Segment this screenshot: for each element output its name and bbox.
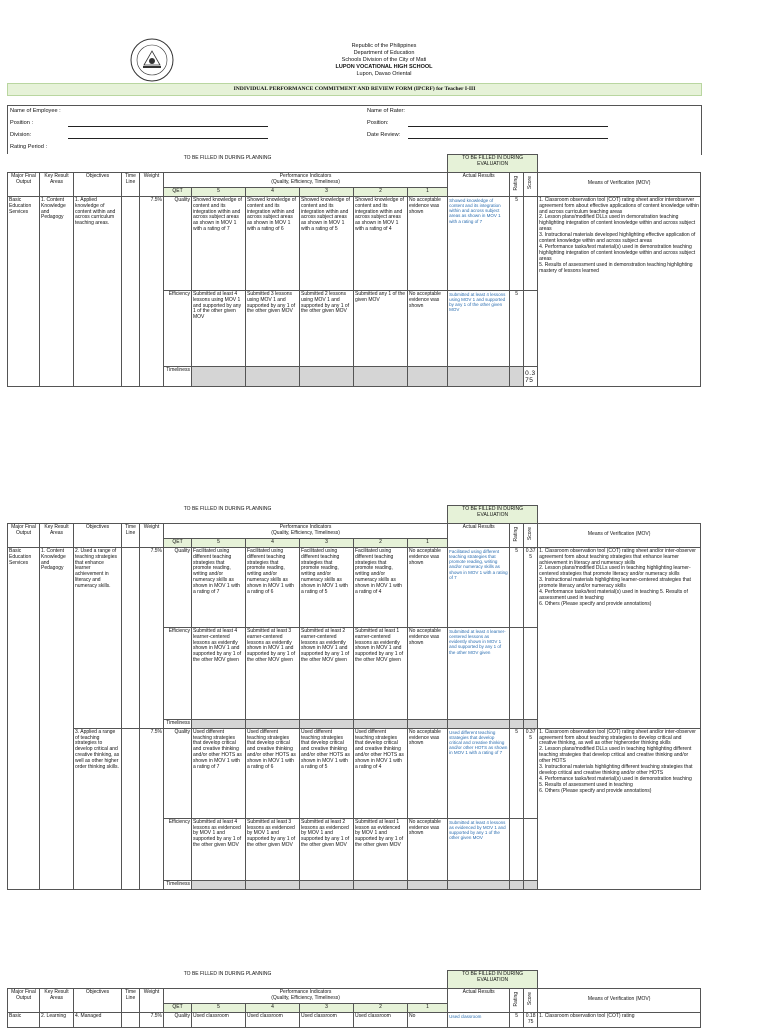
objectives-header: Objectives: [74, 989, 122, 1013]
efficiency-score: [524, 290, 538, 366]
total-score: 0.375: [524, 366, 538, 386]
efficiency-1: No acceptable evidence was shown: [408, 290, 448, 366]
quality-rating[interactable]: 5: [510, 547, 524, 627]
rater-position-label: Position:: [367, 120, 389, 126]
objective-4-cell: 4. Managed: [74, 1012, 122, 1027]
planning-header: TO BE FILLED IN DURING PLANNING: [8, 155, 448, 173]
objectives-header: Objectives: [74, 173, 122, 197]
pi-header: Performance Indicators (Quality, Efficiency, Timeliness): [164, 524, 448, 539]
planning-header: TO BE FILLED IN DURING PLANNING: [8, 971, 448, 989]
weight-cell: 7.5%: [140, 196, 164, 386]
planning-header: TO BE FILLED IN DURING PLANNING: [8, 506, 448, 524]
quality-4: Used classroom: [246, 1012, 300, 1027]
scale-1: 1: [408, 538, 448, 547]
scale-3: 3: [300, 187, 354, 196]
weight-header: Weight: [140, 524, 164, 548]
quality-label: Quality: [164, 547, 192, 627]
quality-label: Quality: [164, 196, 192, 290]
efficiency-actual-result[interactable]: Submitted at least 4 learner-centered lessons as evidently shown in MOV 1 and supported by any 1 of the other MOV given: [448, 627, 510, 719]
pi-header: Performance Indicators (Quality, Efficiency, Timeliness): [164, 989, 448, 1004]
weight-header: Weight: [140, 989, 164, 1013]
rater-name-label: Name of Rater:: [367, 108, 405, 114]
efficiency-2: Submitted at least 1 earner-centered lessons as evidently shown in MOV 1 and supported by any 1 of the other MOV given: [354, 627, 408, 719]
efficiency-1: No acceptable evidence was shown: [408, 627, 448, 719]
division-label: Division:: [10, 132, 32, 138]
quality-score: 0.1875: [524, 1012, 538, 1027]
efficiency-3: Submitted 2 lessons using MOV 1 and supported by any 1 of the other given MOV: [300, 290, 354, 366]
scale-4: 4: [246, 1003, 300, 1012]
efficiency-4: Submitted at least 3 lessons as evidenced by MOV 1 and supported by any 1 of the other given MOV: [246, 818, 300, 880]
mov-cell: 1. Classroom observation tool (COT) rating: [538, 1012, 701, 1027]
employee-name-label: Name of Employee :: [10, 108, 61, 114]
evaluation-header: TO BE FILLED IN DURING EVALUATION: [448, 155, 538, 173]
ipcrf-table-page1: [7, 154, 701, 387]
quality-rating[interactable]: 5: [510, 1012, 524, 1027]
mov-header: Means of Verification (MOV): [538, 989, 701, 1013]
quality-5: Facilitated using different teaching strategies that promote reading, writing and/or numeracy skills as shown in MOV 1 with a rating of 7: [192, 547, 246, 627]
mfo-header: Major Final Output: [8, 524, 40, 548]
quality-1: No acceptable evidence was shown: [408, 547, 448, 627]
quality-score: 0.375: [524, 547, 538, 627]
weight-cell: 7.5%: [140, 728, 164, 889]
efficiency-label: Efficiency: [164, 818, 192, 880]
position-field[interactable]: [68, 126, 268, 127]
quality-2: Showed knowledge of content and its integration within and across subject areas as shown in MOV 1 with a rating of 4: [354, 196, 408, 290]
efficiency-2: Submitted any 1 of the given MOV: [354, 290, 408, 366]
quality-actual-result[interactable]: Used classroom: [448, 1012, 510, 1027]
scale-5: 5: [192, 538, 246, 547]
objective-cell: 1. Applied knowledge of content within and across curriculum teaching areas.: [74, 196, 122, 386]
scale-2: 2: [354, 187, 408, 196]
weight-cell: 7.5%: [140, 547, 164, 728]
objectives-header: Objectives: [74, 524, 122, 548]
quality-1: No acceptable evidence was shown: [408, 196, 448, 290]
kra-header: Key Result Areas: [40, 173, 74, 197]
header-republic: Republic of the Philippines: [351, 43, 417, 49]
date-review-field[interactable]: [408, 138, 608, 139]
mfo-header: Major Final Output: [8, 173, 40, 197]
header-dept: Department of Education: [353, 50, 415, 56]
quality-1: No acceptable evidence was shown: [408, 728, 448, 818]
efficiency-label: Efficiency: [164, 290, 192, 366]
kra-cell: 1. Content Knowledge and Pedagogy: [40, 196, 74, 386]
header-address: Lupon, Davao Oriental: [356, 71, 412, 77]
employee-info-block: [7, 105, 702, 155]
quality-2: Used classroom: [354, 1012, 408, 1027]
actual-results-header: Actual Results: [448, 173, 510, 197]
efficiency-actual-result[interactable]: Submitted at least 4 lessons as evidenced by MOV 1 and supported by any 1 of the other given MOV: [448, 818, 510, 880]
efficiency-5: Submitted at least 4 lessons as evidenced by MOV 1 and supported by any 1 of the other given MOV: [192, 818, 246, 880]
mfo-cell: Basic Education Services: [8, 196, 40, 386]
quality-score: 0.375: [524, 728, 538, 818]
mfo-header: Major Final Output: [8, 989, 40, 1013]
efficiency-3: Submitted at least 2 lessons as evidenced by MOV 1 and supported by any 1 of the other given MOV: [300, 818, 354, 880]
weight-header: Weight: [140, 173, 164, 197]
ipcrf-table-page3: [7, 970, 701, 1028]
division-field[interactable]: [68, 138, 268, 139]
qet-header: QET: [164, 538, 192, 547]
quality-actual-result[interactable]: Facilitated using different teaching strategies that promote reading, writing and/or numeracy skills as shown in MOV 1 with a rating of 7: [448, 547, 510, 627]
ipcrf-table-page2: [7, 505, 701, 890]
weight-cell: 7.5%: [140, 1012, 164, 1027]
quality-5: Showed knowledge of content and its integration within and across subject areas as shown in MOV 1 with a rating of 7: [192, 196, 246, 290]
actual-results-header: Actual Results: [448, 989, 510, 1013]
objective-3-cell: 3. Applied a range of teaching strategies to develop critical and creative thinking, as well as other higher order thinking skills.: [74, 728, 122, 889]
scale-1: 1: [408, 1003, 448, 1012]
mov-cell: 1. Classroom observation tool (COT) rating sheet and/or inter-observer agreement form about teaching strategies to develop critical and creative thinking, as well as other higherorder thinking skills 2. Lesson plans/modified DLLs used in teaching highlighting different teaching strategies that develop critical and creative thinking and/or other HOTS 3. Instructional materials highlighting different teaching strategies that develop critical and creative thinking and/or other HOTS 4. Performance tasks/test material(s) used in demonstration teaching 5. Results of assessment used in teaching 6. Others (Please specify and provide annotations): [538, 728, 701, 889]
mov-header: Means of Verification (MOV): [538, 173, 701, 197]
quality-3: Facilitated using different teaching strategies that promote reading, writing and/or numeracy skills as shown in MOV 1 with a rating of 5: [300, 547, 354, 627]
efficiency-5: Submitted at least 4 lessons using MOV 1 and supported by any 1 of the other given MOV: [192, 290, 246, 366]
quality-actual-result[interactable]: Showed knowledge of content and its integration within and across subject areas as shown in MOV 1 with a rating of 7: [448, 196, 510, 290]
quality-4: Facilitated using different teaching strategies that promote reading, writing and/or numeracy skills as shown in MOV 1 with a rating of 6: [246, 547, 300, 627]
quality-2: Used different teaching strategies that develop critical and creative thinking and/or other HOTS as shown in MOV 1 with a rating of 4: [354, 728, 408, 818]
timeline-cell[interactable]: [122, 1012, 140, 1027]
scale-5: 5: [192, 1003, 246, 1012]
rater-position-field[interactable]: [408, 126, 608, 127]
quality-3: Showed knowledge of content and its integration within and across subject areas as shown in MOV 1 with a rating of 5: [300, 196, 354, 290]
timeliness-label: Timeliness: [164, 719, 192, 728]
scale-4: 4: [246, 187, 300, 196]
header-division: Schools Division of the City of Mati: [341, 57, 427, 63]
rating-period-label: Rating Period :: [10, 144, 48, 150]
scale-3: 3: [300, 538, 354, 547]
timeline-header: Time Line: [122, 989, 140, 1013]
efficiency-actual-result[interactable]: Submitted at least 4 lessons using MOV 1 and supported by any 1 of the other given MOV: [448, 290, 510, 366]
mov-header: Means of Verification (MOV): [538, 524, 701, 548]
efficiency-2: Submitted at least 1 lesson as evidenced by MOV 1 and supported by any 1 of the other given MOV: [354, 818, 408, 880]
efficiency-5: Submitted at least 4 learner-centered lessons as evidently shown in MOV 1 and supported by any 1 of the other MOV given: [192, 627, 246, 719]
quality-score: [524, 196, 538, 290]
score-header: Score: [524, 989, 538, 1013]
quality-3: Used classroom: [300, 1012, 354, 1027]
score-header: Score: [524, 524, 538, 548]
form-title: INDIVIDUAL PERFORMANCE COMMITMENT AND REVIEW FORM (IPCRF) for Teacher I-III: [7, 83, 702, 96]
evaluation-header: TO BE FILLED IN DURING EVALUATION: [448, 971, 538, 989]
scale-1: 1: [408, 187, 448, 196]
rating-header: Rating: [510, 989, 524, 1013]
timeline-header: Time Line: [122, 173, 140, 197]
position-label: Position :: [10, 120, 34, 126]
timeliness-label: Timeliness: [164, 880, 192, 889]
quality-rating[interactable]: 5: [510, 728, 524, 818]
rating-header: Rating: [510, 173, 524, 197]
quality-5: Used classroom: [192, 1012, 246, 1027]
quality-1: No: [408, 1012, 448, 1027]
quality-5: Used different teaching strategies that develop critical and creative thinking and/or other HOTS as shown in MOV 1 with a rating of 7: [192, 728, 246, 818]
header-school: LUPON VOCATIONAL HIGH SCHOOL: [335, 64, 433, 70]
rating-header: Rating: [510, 524, 524, 548]
mov-cell: 1. Classroom observation tool (COT) rating sheet and/or interobserver agreement form about effective applications of content knowledge within and across curriculum teaching areas 2. Lesson plans/modified DLLs used in demonstration teaching highlighting integration of content knowledge within and across subject areas 3. Instructional materials developed highlighting effective application of content knowledge within and across subject areas 4. Performance tasks/test material(s) used in demonstration teaching highlighting integration of content knowledge within and across subject areas 5. Results of assessment used in demonstration teaching highlighting mastery of lessons learned: [538, 196, 701, 386]
efficiency-1: No acceptable evidence was shown: [408, 818, 448, 880]
quality-2: Facilitated using different teaching strategies that promote reading, writing and/or numeracy skills as shown in MOV 1 with a rating of 4: [354, 547, 408, 627]
timeline-cell[interactable]: [122, 196, 140, 386]
mfo-cell: Basic Education Services: [8, 547, 40, 889]
timeline-cell[interactable]: [122, 728, 140, 889]
pi-header: Performance Indicators (Quality, Efficiency, Timeliness): [164, 173, 448, 188]
date-review-label: Date Review:: [367, 132, 401, 138]
scale-3: 3: [300, 1003, 354, 1012]
scale-2: 2: [354, 538, 408, 547]
qet-header: QET: [164, 1003, 192, 1012]
timeliness-label: Timeliness: [164, 366, 192, 386]
mov-cell: 1. Classroom observation tool (COT) rating sheet and/or inter-observer agreement form about teaching strategies that enhance learner achievement in literacy and numeracy skills 2. Lesson plans/modified DLLs used in teaching highlighting learner-centered strategies that promote literacy and/or numeracy skills 3. Instructional materials highlighting learner-centered strategies that promote literacy and/or numeracy skills 4. Performance tasks/test material(s) used in teaching 5. Results of assessment used in teaching 6. Others (Please specify and provide annotations): [538, 547, 701, 728]
kra-header: Key Result Areas: [40, 989, 74, 1013]
qet-header: QET: [164, 187, 192, 196]
quality-actual-result[interactable]: Used different teaching strategies that develop critical and creative thinking and/or other HOTS as shown in MOV 1 with a rating of 7: [448, 728, 510, 818]
efficiency-3: Submitted at least 2 earner-centered lessons as evidently shown in MOV 1 and supported by any 1 of the other MOV given: [300, 627, 354, 719]
kra-cell: 2. Learning: [40, 1012, 74, 1027]
timeline-header: Time Line: [122, 524, 140, 548]
objective-2-cell: 2. Used a range of teaching strategies that enhance learner achievement in literacy and numeracy skills.: [74, 547, 122, 728]
efficiency-4: Submitted at least 3 earner-centered lessons as evidently shown in MOV 1 and supported by any 1 of the other MOV given: [246, 627, 300, 719]
quality-rating[interactable]: 5: [510, 196, 524, 290]
quality-3: Used different teaching strategies that develop critical and creative thinking and/or other HOTS as shown in MOV 1 with a rating of 5: [300, 728, 354, 818]
quality-label: Quality: [164, 728, 192, 818]
scale-2: 2: [354, 1003, 408, 1012]
mfo-cell: Basic: [8, 1012, 40, 1027]
quality-4: Showed knowledge of content and its integration within and across subject areas as shown in MOV 1 with a rating of 6: [246, 196, 300, 290]
score-header: Score: [524, 173, 538, 197]
efficiency-label: Efficiency: [164, 627, 192, 719]
kra-cell: 1. Content Knowledge and Pedagogy: [40, 547, 74, 889]
quality-label: Quality: [164, 1012, 192, 1027]
evaluation-header: TO BE FILLED IN DURING EVALUATION: [448, 506, 538, 524]
timeline-cell[interactable]: [122, 547, 140, 728]
quality-4: Used different teaching strategies that develop critical and creative thinking and/or other HOTS as shown in MOV 1 with a rating of 6: [246, 728, 300, 818]
efficiency-4: Submitted 3 lessons using MOV 1 and supported by any 1 of the other given MOV: [246, 290, 300, 366]
kra-header: Key Result Areas: [40, 524, 74, 548]
actual-results-header: Actual Results: [448, 524, 510, 548]
efficiency-rating[interactable]: 5: [510, 290, 524, 366]
scale-5: 5: [192, 187, 246, 196]
scale-4: 4: [246, 538, 300, 547]
